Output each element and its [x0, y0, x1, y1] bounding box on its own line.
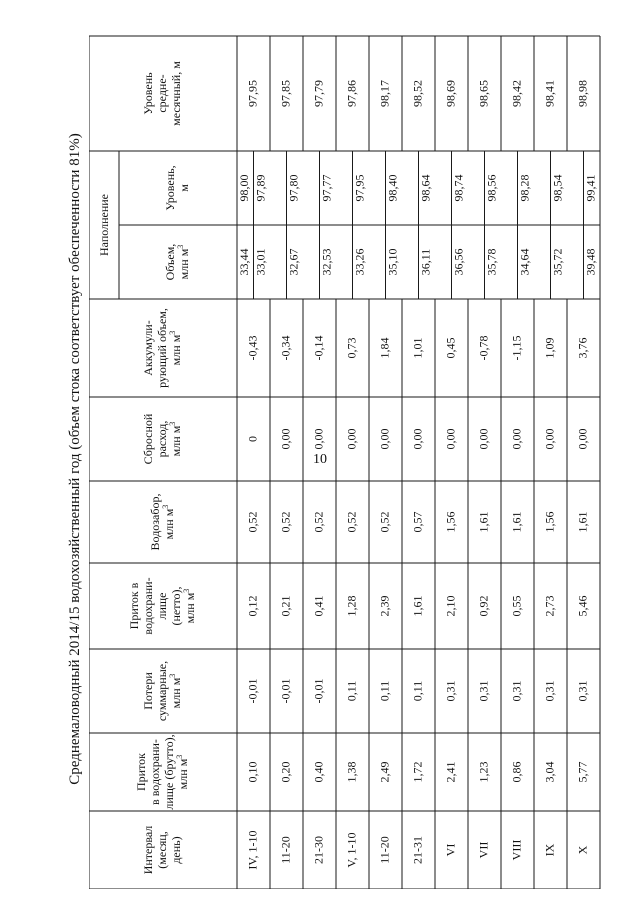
cell-losses: -0,01 [311, 678, 326, 704]
cell-discharge: 0,00 [410, 428, 425, 450]
cell-losses: 0,31 [575, 680, 590, 702]
cell-losses: 0,11 [377, 680, 392, 702]
cell-discharge: 0 [245, 436, 260, 442]
column-header-discharge: расход, [154, 420, 169, 458]
cell-gross_inflow: 3,04 [542, 761, 557, 783]
cell-avg_level: 97,79 [311, 80, 326, 107]
cell-fill_volume: 32,53 [319, 248, 334, 276]
column-header-accum: Аккумули- [140, 320, 155, 376]
cell-fill_volume: 39,48 [583, 248, 598, 276]
cell-fill_level: 97,95 [352, 174, 367, 202]
cell-interval: V, 1-10 [344, 832, 359, 868]
cell-fill_level: 97,77 [319, 174, 334, 202]
reservoir-balance-table [89, 29, 640, 889]
column-header-fill_volume: Объем, [162, 243, 177, 281]
cell-losses: 0,31 [542, 680, 557, 702]
column-header-accum: рующий объем, [154, 308, 169, 388]
page-number: 10 [313, 452, 327, 467]
cell-gross_inflow: 2,49 [377, 761, 392, 783]
cell-accum: 0,73 [344, 337, 359, 359]
column-header-avg_level: месячный, м [168, 61, 183, 126]
column-header-discharge: Сбросной [140, 413, 155, 465]
column-header-interval: день) [168, 836, 183, 864]
cell-fill_volume: 36,56 [451, 248, 466, 276]
column-header-interval: (месяц, [154, 831, 169, 869]
cell-net_inflow: 0,41 [311, 595, 326, 617]
cell-discharge: 0,00 [509, 428, 524, 450]
column-header-losses: млн $м^3$ [167, 673, 183, 709]
cell-avg_level: 98,69 [443, 80, 458, 107]
cell-net_inflow: 2,73 [542, 595, 557, 617]
cell-losses: -0,01 [278, 678, 293, 704]
rotated-page-content [61, 29, 640, 889]
column-header-fill_level: Уровень, [162, 165, 177, 211]
column-header-net_inflow: лище [154, 592, 169, 620]
cell-discharge: 0,00 [278, 428, 293, 450]
column-header-intake: Водозабор, [147, 493, 162, 551]
cell-avg_level: 97,95 [245, 80, 260, 107]
cell-discharge: 0,00 [344, 428, 359, 450]
cell-gross_inflow: 0,20 [278, 761, 293, 783]
cell-accum: 3,76 [575, 337, 590, 359]
column-header-losses: Потери [140, 672, 155, 710]
cell-interval: X [575, 845, 590, 855]
cell-accum: 1,01 [410, 337, 425, 359]
cell-fill_volume: 35,72 [550, 248, 565, 276]
cell-net_inflow: 0,12 [245, 595, 260, 617]
column-header-avg_level: Уровень [140, 72, 155, 115]
cell-fill_level: 98,56 [484, 174, 499, 202]
cell-avg_level: 97,86 [344, 80, 359, 107]
cell-fill_volume: 36,11 [418, 248, 433, 276]
cell-net_inflow: 0,92 [476, 595, 491, 617]
cell-net_inflow: 1,61 [410, 595, 425, 617]
cell-net_inflow: 0,21 [278, 595, 293, 617]
column-header-fill_volume: млн $м^3$ [175, 244, 191, 280]
column-header-avg_level: средне- [154, 74, 169, 113]
cell-fill_volume: 34,64 [517, 248, 532, 276]
column-header-net_inflow: (нетто), [168, 586, 183, 626]
cell-avg_level: 98,65 [476, 80, 491, 107]
cell-net_inflow: 1,28 [344, 595, 359, 617]
cell-intake: 0,52 [245, 511, 260, 533]
cell-interval: 11-20 [377, 836, 392, 864]
cell-fill_level: 98,40 [385, 174, 400, 202]
cell-interval: 21-30 [311, 836, 326, 864]
cell-intake: 1,56 [443, 511, 458, 533]
column-header-fill_level: м [176, 184, 191, 192]
cell-fill_volume: 32,67 [286, 248, 301, 276]
cell-net_inflow: 5,46 [575, 595, 590, 617]
cell-gross_inflow: 2,41 [443, 761, 458, 783]
cell-fill_volume: 33,26 [352, 248, 367, 276]
cell-losses: -0,01 [245, 678, 260, 704]
cell-gross_inflow: 1,23 [476, 761, 491, 783]
cell-interval: VI [443, 843, 458, 857]
cell-interval: IV, 1-10 [245, 830, 260, 870]
cell-gross_inflow: 0,86 [509, 761, 524, 783]
cell-accum: -0,78 [476, 335, 491, 361]
column-header-losses: суммарные, [154, 660, 169, 722]
cell-accum: -0,14 [311, 335, 326, 361]
cell-fill_level: 98,28 [517, 174, 532, 202]
cell-interval: 11-20 [278, 836, 293, 864]
cell-losses: 0,31 [509, 680, 524, 702]
column-header-accum: млн $м^3$ [167, 330, 183, 366]
cell-discharge: 0,00 [476, 428, 491, 450]
cell-losses: 0,11 [344, 680, 359, 702]
cell-avg_level: 98,41 [542, 80, 557, 107]
group-header-fill: Наполнение [96, 193, 111, 257]
cell-accum: 1,09 [542, 337, 557, 359]
cell-accum: 0,45 [443, 337, 458, 359]
cell-net_inflow: 0,55 [509, 595, 524, 617]
column-header-net_inflow: водохрани- [140, 577, 155, 635]
cell-intake: 0,52 [344, 511, 359, 533]
cell-intake: 1,61 [575, 511, 590, 533]
cell-intake: 0,52 [278, 511, 293, 533]
cell-fill_level: 98,74 [451, 174, 466, 202]
cell-losses: 0,31 [476, 680, 491, 702]
cell-fill_level: 98,54 [550, 174, 565, 202]
column-header-net_inflow: млн $м^3$ [181, 588, 197, 624]
cell-fill_volume: 33,01 [253, 248, 268, 276]
cell-discharge: 0,00 [575, 428, 590, 450]
cell-intake: 1,61 [476, 511, 491, 533]
cell-accum: -0,34 [278, 335, 293, 361]
cell-avg_level: 98,42 [509, 80, 524, 107]
cell-gross_inflow: 0,40 [311, 761, 326, 783]
cell-discharge: 0,00 [542, 428, 557, 450]
cell-discharge: 0,00 [311, 428, 326, 450]
cell-gross_inflow: 1,72 [410, 761, 425, 783]
cell-fill_volume: 33,44 [237, 248, 251, 276]
cell-fill_volume: 35,10 [385, 248, 400, 276]
cell-fill_level: 97,80 [286, 174, 301, 202]
cell-intake: 1,56 [542, 511, 557, 533]
cell-losses: 0,31 [443, 680, 458, 702]
cell-avg_level: 97,85 [278, 80, 293, 107]
cell-avg_level: 98,98 [575, 80, 590, 107]
cell-avg_level: 98,52 [410, 80, 425, 107]
column-header-intake: млн $м^3$ [160, 504, 176, 540]
cell-gross_inflow: 0,10 [245, 761, 260, 783]
cell-avg_level: 98,17 [377, 80, 392, 107]
cell-interval: 21-31 [410, 836, 425, 864]
cell-accum: 1,84 [377, 337, 392, 359]
cell-fill_volume: 35,78 [484, 248, 499, 276]
cell-net_inflow: 2,10 [443, 595, 458, 617]
column-header-net_inflow: Приток в [126, 582, 141, 630]
column-header-gross_inflow: Приток [133, 752, 148, 792]
cell-fill_level: 98,64 [418, 174, 433, 202]
cell-fill_level: 98,00 [237, 174, 251, 202]
column-header-gross_inflow: в водохрани- [147, 739, 162, 805]
cell-discharge: 0,00 [377, 428, 392, 450]
cell-intake: 0,52 [377, 511, 392, 533]
cell-interval: IX [542, 843, 557, 857]
cell-interval: VIII [509, 839, 524, 861]
column-header-gross_inflow: млн $м^3$ [174, 754, 190, 790]
cell-net_inflow: 2,39 [377, 595, 392, 617]
cell-gross_inflow: 5,77 [575, 761, 590, 783]
column-header-interval: Интервал [140, 825, 155, 875]
cell-interval: VII [476, 841, 491, 859]
cell-accum: -0,43 [245, 335, 260, 361]
column-header-gross_inflow: лище (брутто), [161, 734, 176, 810]
table-caption: Среднемаловодный 2014/15 водохозяйственный год (объем стока соответствует обеспеченности 81%) [67, 133, 83, 785]
column-header-discharge: млн $м^3$ [167, 421, 183, 457]
cell-intake: 0,57 [410, 511, 425, 533]
cell-accum: -1,15 [509, 335, 524, 361]
cell-losses: 0,11 [410, 680, 425, 702]
cell-intake: 0,52 [311, 511, 326, 533]
cell-fill_level: 97,89 [253, 174, 268, 202]
cell-intake: 1,61 [509, 511, 524, 533]
cell-fill_level: 99,41 [583, 174, 598, 202]
cell-discharge: 0,00 [443, 428, 458, 450]
cell-gross_inflow: 1,38 [344, 761, 359, 783]
